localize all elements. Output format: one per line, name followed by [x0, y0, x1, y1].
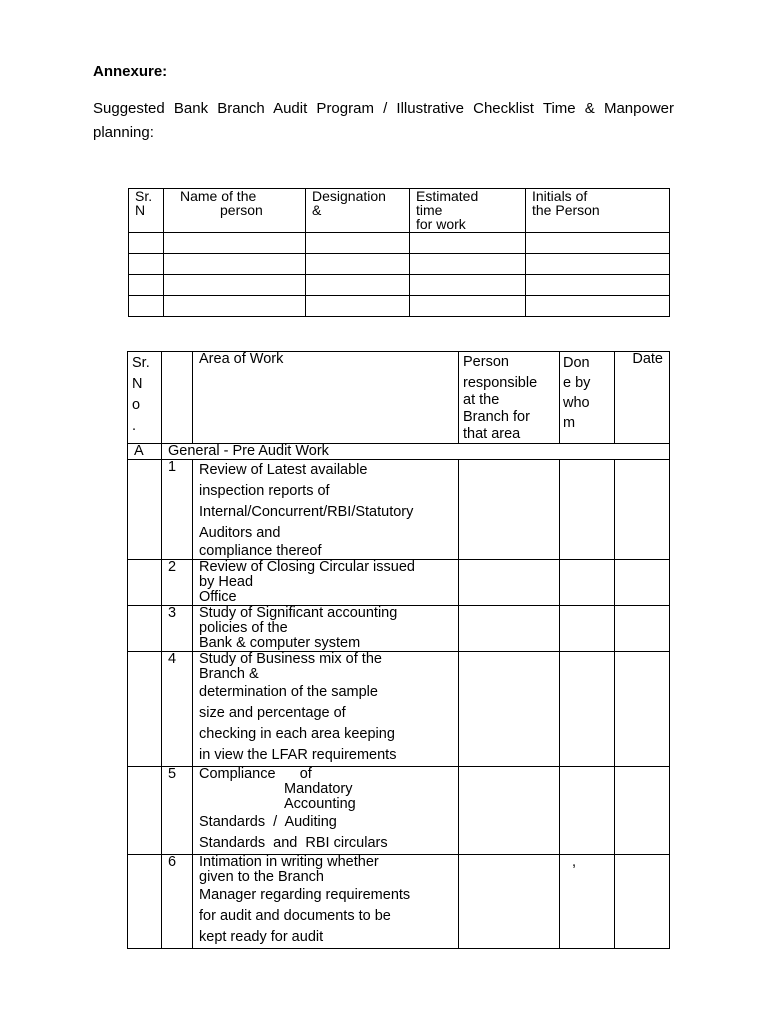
date-cell — [615, 560, 670, 606]
item-description: Study of Business mix of the Branch & determination of the sample size and percentage of checking in each area keeping in view the LFAR requirements — [193, 652, 459, 767]
table-row — [129, 296, 670, 317]
annexure-heading: Annexure: — [93, 63, 168, 80]
table-cell — [306, 275, 410, 296]
table-cell — [306, 254, 410, 275]
section-row — [128, 444, 670, 460]
item-description: Study of Significant accounting policies of the Bank & computer system — [193, 606, 459, 652]
item-number: 1 — [162, 460, 193, 560]
table-cell — [129, 275, 164, 296]
table-cell — [526, 275, 670, 296]
item-number: 5 — [162, 767, 193, 855]
person-cell — [459, 560, 560, 606]
table-cell — [410, 296, 526, 317]
done-by-cell — [560, 606, 615, 652]
checklist-row — [128, 460, 670, 560]
checklist-row — [128, 560, 670, 606]
done-by-cell — [560, 560, 615, 606]
table-cell — [164, 296, 306, 317]
section-letter: A — [128, 444, 162, 460]
person-cell — [459, 606, 560, 652]
done-by-cell — [560, 460, 615, 560]
person-cell — [459, 767, 560, 855]
item-description: Intimation in writing whether given to the Branch Manager regarding requirements for audit and documents to be kept ready for audit — [193, 855, 459, 949]
table-cell — [164, 275, 306, 296]
person-cell — [459, 652, 560, 767]
table-row — [129, 254, 670, 275]
item-number: 3 — [162, 606, 193, 652]
table-cell — [129, 296, 164, 317]
table-cell — [129, 254, 164, 275]
table-cell — [164, 254, 306, 275]
area-of-work-header: Area of Work — [193, 352, 459, 444]
table-cell — [306, 296, 410, 317]
done-by-cell: , — [560, 855, 615, 949]
table-cell — [128, 767, 162, 855]
table-cell — [306, 233, 410, 254]
table-cell — [410, 233, 526, 254]
table-cell — [526, 296, 670, 317]
done-by-cell — [560, 767, 615, 855]
table-cell — [128, 606, 162, 652]
date-cell — [615, 606, 670, 652]
date-cell — [615, 767, 670, 855]
person-name-header: Name of the person — [164, 189, 306, 233]
sr-no-header: Sr. N o . — [128, 352, 162, 444]
date-cell — [615, 652, 670, 767]
manpower-planning-table — [128, 188, 670, 317]
blank-header-cell — [162, 352, 193, 444]
sr-no-header: Sr. N — [129, 189, 164, 233]
table-row — [129, 233, 670, 254]
table-cell — [128, 652, 162, 767]
done-by-whom-header: Don e by who m — [560, 352, 615, 444]
table-cell — [526, 254, 670, 275]
initials-header: Initials of the Person — [526, 189, 670, 233]
date-cell — [615, 855, 670, 949]
table-cell — [526, 233, 670, 254]
table-cell — [129, 233, 164, 254]
checklist-row — [128, 767, 670, 855]
item-number: 6 — [162, 855, 193, 949]
table-cell — [128, 460, 162, 560]
item-description: Compliance of Mandatory Accounting Standards / Auditing Standards and RBI circulars — [193, 767, 459, 855]
checklist-row — [128, 652, 670, 767]
audit-checklist-table — [127, 351, 670, 949]
checklist-row — [128, 606, 670, 652]
estimated-time-header: Estimated time for work — [410, 189, 526, 233]
table-row — [129, 275, 670, 296]
section-title: General - Pre Audit Work — [162, 444, 670, 460]
item-number: 2 — [162, 560, 193, 606]
manpower-header-row — [129, 189, 670, 233]
checklist-header-row — [128, 352, 670, 444]
person-cell — [459, 460, 560, 560]
person-responsible-header: Person responsible at the Branch for that area — [459, 352, 560, 444]
table-cell — [164, 233, 306, 254]
table-cell — [128, 560, 162, 606]
table-cell — [410, 254, 526, 275]
intro-paragraph: Suggested Bank Branch Audit Program / Illustrative Checklist Time & Manpower planning: — [93, 100, 674, 141]
table-cell — [410, 275, 526, 296]
done-by-cell — [560, 652, 615, 767]
table-cell — [128, 855, 162, 949]
person-cell — [459, 855, 560, 949]
designation-header: Designation & — [306, 189, 410, 233]
date-header: Date — [615, 352, 670, 444]
date-cell — [615, 460, 670, 560]
item-description: Review of Latest available inspection reports of Internal/Concurrent/RBI/Statutory Auditors and compliance thereof — [193, 460, 459, 560]
item-description: Review of Closing Circular issued by Head Office — [193, 560, 459, 606]
checklist-row — [128, 855, 670, 949]
item-number: 4 — [162, 652, 193, 767]
